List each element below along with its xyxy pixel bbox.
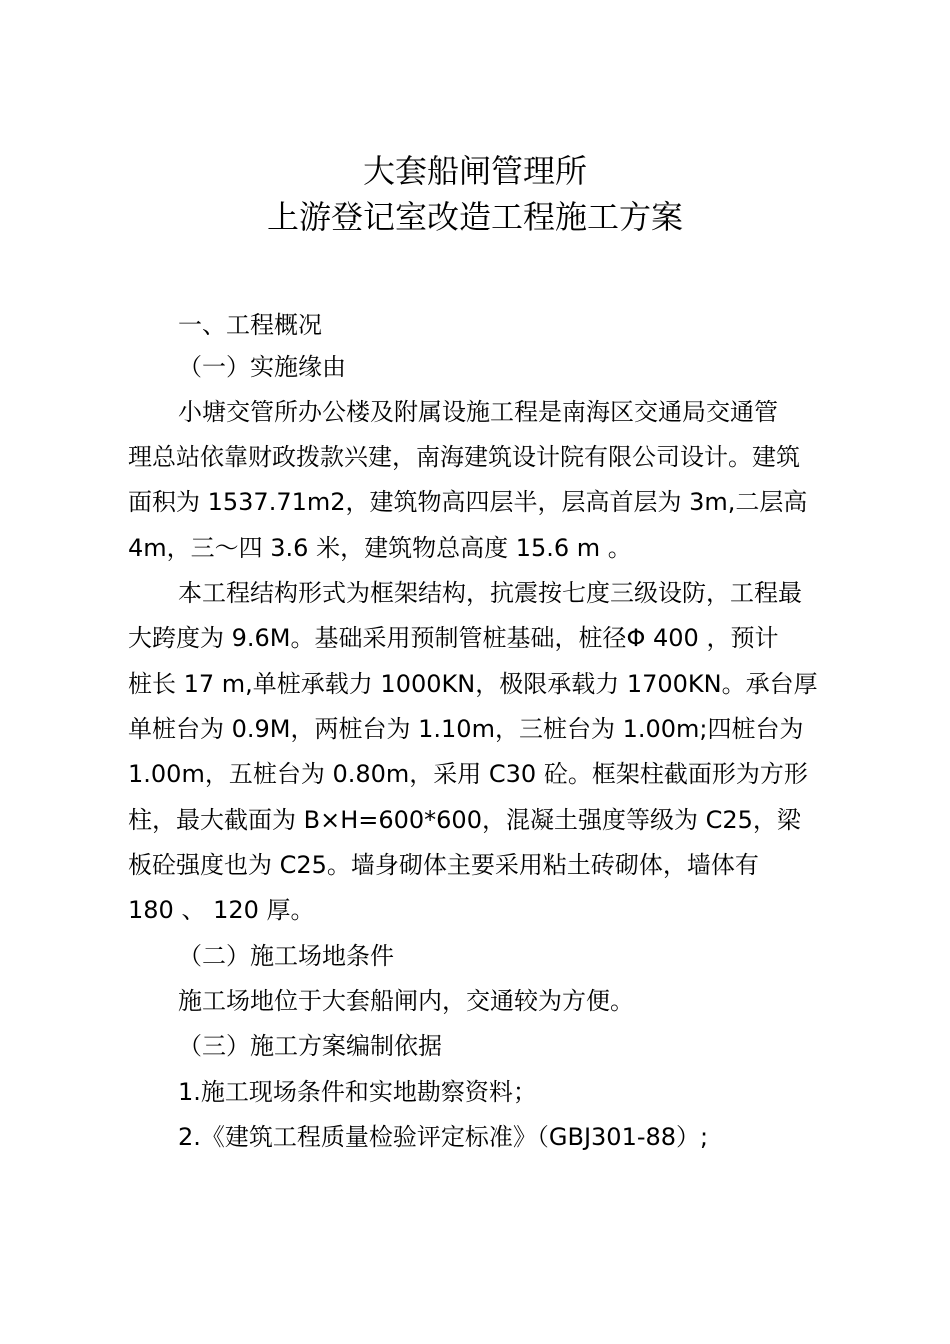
paragraph-line: 理总站依靠财政拨款兴建，南海建筑设计院有限公司设计。建筑 [128,443,800,471]
paragraph-line: 施工场地位于大套船闸内，交通较为方便。 [178,987,634,1015]
subsection-heading: （三）施工方案编制依据 [178,1032,442,1060]
paragraph-line: 小塘交管所办公楼及附属设施工程是南海区交通局交通管 [178,398,778,426]
subsection-heading: （一）实施缘由 [178,353,346,381]
paragraph-line: 板砼强度也为 C25。墙身砌体主要采用粘土砖砌体，墙体有 [128,851,759,879]
list-item: 2.《建筑工程质量检验评定标准》（GBJ301-88）; [178,1123,709,1151]
paragraph-line: 面积为 1537.71m2，建筑物高四层半，层高首层为 3m,二层高 [128,488,808,516]
paragraph-line: 单桩台为 0.9M，两桩台为 1.10m，三桩台为 1.00m;四桩台为 [128,715,804,743]
section-heading: 一、工程概况 [178,311,322,339]
paragraph-line: 180 、 120 厚。 [128,896,315,924]
paragraph-line: 4m，三～四 3.6 米，建筑物总高度 15.6 m 。 [128,534,632,562]
subsection-heading: （二）施工场地条件 [178,942,394,970]
paragraph-line: 柱，最大截面为 B×H=600*600，混凝土强度等级为 C25，梁 [128,806,801,834]
document-title-line-1: 大套船闸管理所 [362,152,587,190]
document-title-line-2: 上游登记室改造工程施工方案 [266,198,683,236]
paragraph-line: 1.00m，五桩台为 0.80m，采用 C30 砼。框架柱截面形为方形 [128,760,808,788]
paragraph-line: 桩长 17 m,单桩承载力 1000KN，极限承载力 1700KN。承台厚 [128,670,818,698]
paragraph-line: 本工程结构形式为框架结构，抗震按七度三级设防，工程最 [178,579,802,607]
paragraph-line: 大跨度为 9.6M。基础采用预制管桩基础，桩径Φ 400 ，预计 [128,624,779,652]
list-item: 1.施工现场条件和实地勘察资料； [178,1078,537,1106]
